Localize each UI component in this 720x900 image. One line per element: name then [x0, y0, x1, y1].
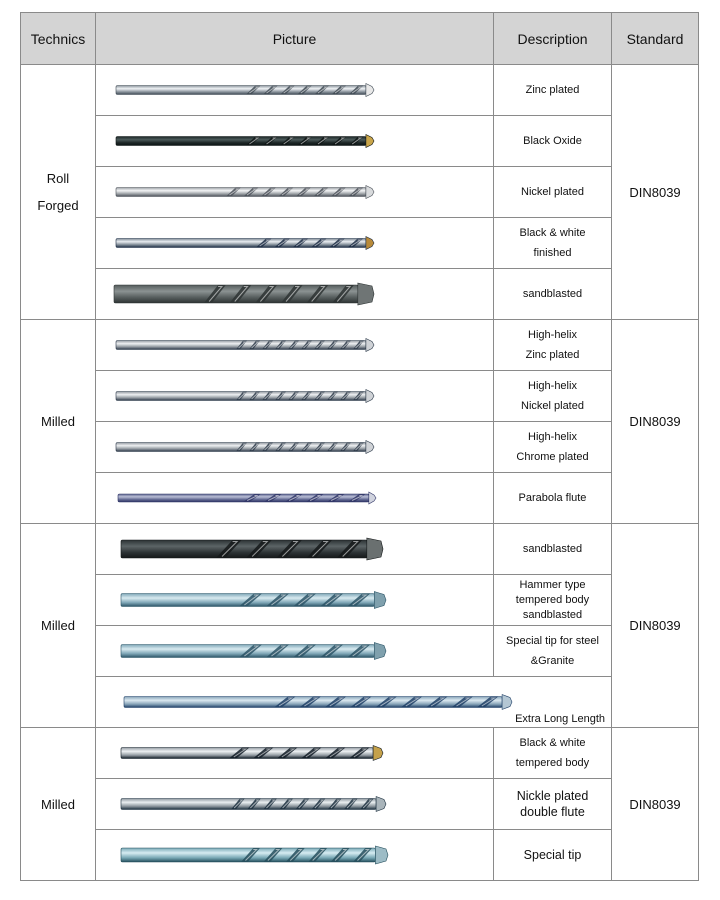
description-text: High-helix: [528, 329, 577, 341]
description-text: Zinc plated: [525, 84, 580, 96]
table-row: [21, 575, 699, 626]
drill-bit-picture: [96, 371, 494, 422]
header-picture: Picture: [96, 13, 494, 65]
description-cell: [494, 422, 612, 473]
description-text: Chrome plated: [516, 451, 589, 463]
technics-cell: [21, 728, 96, 881]
description-text: Zinc plated: [525, 349, 580, 361]
table-row: [21, 473, 699, 524]
drill-bit-image: [96, 320, 494, 370]
table-row: [21, 116, 699, 167]
technics-label: Milled: [41, 414, 75, 429]
description-text: Nickle plated: [516, 789, 589, 803]
description-text: Extra Long Length: [515, 713, 605, 725]
technics-cell: [21, 524, 96, 728]
description-text: tempered body: [515, 593, 590, 606]
standard-cell: DIN8039: [612, 320, 699, 524]
table-row: [21, 677, 699, 728]
drill-bit-image: [96, 779, 494, 829]
table-body: [21, 65, 699, 881]
description-text: &Granite: [530, 655, 575, 667]
table-row: [21, 728, 699, 779]
header-description: Description: [494, 13, 612, 65]
drill-bit-image: [96, 524, 494, 574]
drill-bit-image: [96, 116, 494, 166]
technics-label: Forged: [37, 198, 79, 213]
drill-bit-picture: [96, 116, 494, 167]
drill-bit-picture: [96, 830, 494, 881]
drill-bit-image: [96, 218, 494, 268]
header-standard: Standard: [612, 13, 699, 65]
drill-bit-image: [96, 269, 494, 319]
description-cell: [494, 65, 612, 116]
description-text: Nickel plated: [521, 400, 584, 412]
drill-bit-picture: [96, 626, 494, 677]
drill-bit-picture: [96, 65, 494, 116]
drill-bit-picture: [96, 320, 494, 371]
table-row: [21, 269, 699, 320]
description-cell: [494, 167, 612, 218]
drill-bit-picture: [96, 575, 494, 626]
description-cell: [494, 779, 612, 830]
table-row: [21, 524, 699, 575]
standard-cell: DIN8039: [612, 728, 699, 881]
description-cell: [494, 269, 612, 320]
description-text: Black Oxide: [523, 135, 582, 147]
header-technics: Technics: [21, 13, 96, 65]
drill-bit-picture: [96, 524, 494, 575]
description-text: Hammer type: [519, 578, 586, 591]
description-text: double flute: [520, 805, 585, 819]
description-cell: [494, 320, 612, 371]
description-text: High-helix: [528, 380, 577, 392]
header-row: [21, 13, 699, 65]
description-text: Special tip for steel: [506, 635, 599, 647]
drill-bit-image: [96, 371, 494, 421]
description-cell: [494, 524, 612, 575]
description-text: sandblasted: [522, 543, 583, 555]
drill-bit-image: [96, 167, 494, 217]
description-cell: [494, 218, 612, 269]
description-cell: [494, 575, 612, 626]
drill-bit-picture: [96, 779, 494, 830]
product-table: [20, 12, 699, 881]
description-text: High-helix: [528, 431, 577, 443]
drill-bit-picture: [96, 269, 494, 320]
description-cell: [494, 626, 612, 677]
technics-label: Milled: [41, 796, 75, 812]
description-text: sandblasted: [522, 608, 583, 621]
table-row: [21, 422, 699, 473]
technics-cell: [21, 65, 96, 320]
drill-bit-picture: [96, 728, 494, 779]
description-cell: [494, 371, 612, 422]
table-row: [21, 65, 699, 116]
description-text: finished: [533, 247, 572, 259]
table-row: [21, 779, 699, 830]
table-row: [21, 371, 699, 422]
description-cell: [494, 728, 612, 779]
description-text: Black & white: [519, 227, 586, 239]
description-cell: [494, 473, 612, 524]
drill-bit-image: [96, 65, 494, 115]
drill-bit-image: [96, 473, 494, 523]
drill-bit-image: [96, 575, 494, 625]
description-text: tempered body: [515, 757, 590, 769]
technics-cell: [21, 320, 96, 524]
table-row: [21, 830, 699, 881]
drill-bit-picture: [96, 218, 494, 269]
table-row: [21, 218, 699, 269]
table-row: [21, 626, 699, 677]
standard-cell: DIN8039: [612, 524, 699, 728]
drill-bit-image: [96, 626, 494, 676]
table-row: [21, 167, 699, 218]
description-text: sandblasted: [522, 288, 583, 300]
drill-bit-image: [96, 728, 494, 778]
description-text: Parabola flute: [518, 492, 587, 504]
drill-bit-picture: [96, 677, 612, 728]
description-text: Nickel plated: [521, 186, 584, 198]
drill-bit-picture: [96, 422, 494, 473]
description-text: Special tip: [523, 848, 582, 862]
description-text: Black & white: [519, 737, 586, 749]
drill-bit-image: [96, 422, 494, 472]
drill-bit-image: [96, 830, 494, 880]
standard-cell: DIN8039: [612, 65, 699, 320]
description-cell: [494, 116, 612, 167]
description-cell: [494, 830, 612, 881]
technics-label: Roll: [46, 171, 70, 186]
drill-bit-picture: [96, 473, 494, 524]
technics-label: Milled: [41, 618, 75, 633]
table-row: [21, 320, 699, 371]
drill-bit-picture: [96, 167, 494, 218]
